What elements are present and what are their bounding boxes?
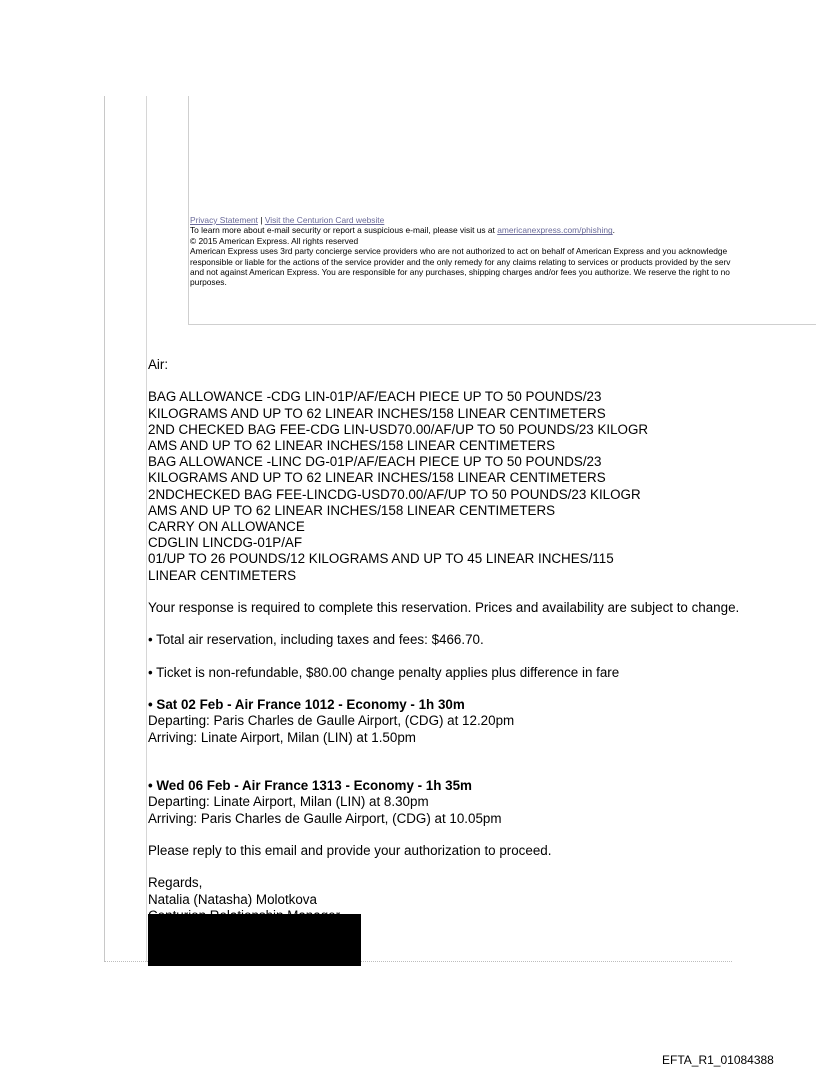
amex-footer <box>190 215 816 288</box>
ticket-terms-bullet: • Ticket is non-refundable, $80.00 change penalty applies plus difference in fare <box>148 664 620 680</box>
baggage-line: KILOGRAMS AND UP TO 62 LINEAR INCHES/158 LINEAR CENTIMETERS <box>148 470 606 486</box>
footer-frame <box>188 96 816 325</box>
baggage-line: BAG ALLOWANCE -LINC DG-01P/AF/EACH PIECE UP TO 50 POUNDS/23 <box>148 454 602 470</box>
baggage-line: AMS AND UP TO 62 LINEAR INCHES/158 LINEAR CENTIMETERS <box>148 502 556 518</box>
security-text: To learn more about e-mail security or report a suspicious e-mail, please visit us at <box>190 225 495 236</box>
flight2-arriving: Arriving: Paris Charles de Gaulle Airport, (CDG) at 10.05pm <box>148 810 502 826</box>
disclaimer-line: and not against American Express. You are responsible for any purchases, shipping charges and/or fees you authorize. We reserve the right to no <box>190 267 730 278</box>
baggage-line: CARRY ON ALLOWANCE <box>148 519 305 535</box>
flight1-departing: Departing: Paris Charles de Gaulle Airport, (CDG) at 12.20pm <box>148 713 515 729</box>
flight2-heading: • Wed 06 Feb - Air France 1313 - Economy - 1h 35m <box>148 778 472 794</box>
phishing-link[interactable]: americanexpress.com/phishing <box>497 225 613 236</box>
baggage-details <box>148 389 816 583</box>
security-period: . <box>612 225 615 236</box>
total-price-bullet: • Total air reservation, including taxes and fees: $466.70. <box>148 632 484 648</box>
baggage-line: CDGLIN LINCDG-01P/AF <box>148 535 303 551</box>
response-required-text: Your response is required to complete this reservation. Prices and availability are subject to change. <box>148 600 740 616</box>
reply-request-text: Please reply to this email and provide your authorization to proceed. <box>148 842 552 858</box>
email-body <box>148 357 816 924</box>
disclaimer-line: responsible or liable for the actions of the service provider and the only remedy for any claims relating to services or products provided by the serv <box>190 256 731 267</box>
flight2-departing: Departing: Linate Airport, Milan (LIN) at 8.30pm <box>148 794 429 810</box>
baggage-line: KILOGRAMS AND UP TO 62 LINEAR INCHES/158 LINEAR CENTIMETERS <box>148 405 606 421</box>
footer-separator: | <box>260 215 263 225</box>
baggage-line: LINEAR CENTIMETERS <box>148 567 297 583</box>
copyright-text: © 2015 American Express. All rights reserved <box>190 235 359 246</box>
flight1-heading: • Sat 02 Feb - Air France 1012 - Economy - 1h 30m <box>148 697 465 713</box>
regards-text: Regards, <box>148 875 203 891</box>
document-id: EFTA_R1_01084388 <box>662 1053 774 1067</box>
email-border-left <box>104 96 105 962</box>
disclaimer-line: purposes. <box>190 277 227 288</box>
flight1-arriving: Arriving: Linate Airport, Milan (LIN) at 1.50pm <box>148 729 416 745</box>
sender-name: Natalia (Natasha) Molotkova <box>148 891 317 907</box>
baggage-line: 2NDCHECKED BAG FEE-LINCDG-USD70.00/AF/UP TO 50 POUNDS/23 KILOGR <box>148 486 641 502</box>
disclaimer-line: American Express uses 3rd party concierge service providers who are not authorized to act on behalf of American Express and you acknowledge <box>190 246 728 257</box>
centurion-website-link[interactable]: Visit the Centurion Card website <box>264 215 385 225</box>
privacy-statement-link[interactable]: Privacy Statement <box>190 215 258 225</box>
baggage-line: BAG ALLOWANCE -CDG LIN-01P/AF/EACH PIECE UP TO 50 POUNDS/23 <box>148 389 602 405</box>
baggage-line: 2ND CHECKED BAG FEE-CDG LIN-USD70.00/AF/UP TO 50 POUNDS/23 KILOGR <box>148 421 649 437</box>
baggage-line: 01/UP TO 26 POUNDS/12 KILOGRAMS AND UP TO 45 LINEAR INCHES/115 <box>148 551 614 567</box>
air-heading: Air: <box>148 357 169 372</box>
quote-border-left <box>146 96 147 962</box>
redaction-block <box>148 914 361 966</box>
baggage-line: AMS AND UP TO 62 LINEAR INCHES/158 LINEAR CENTIMETERS <box>148 438 556 453</box>
